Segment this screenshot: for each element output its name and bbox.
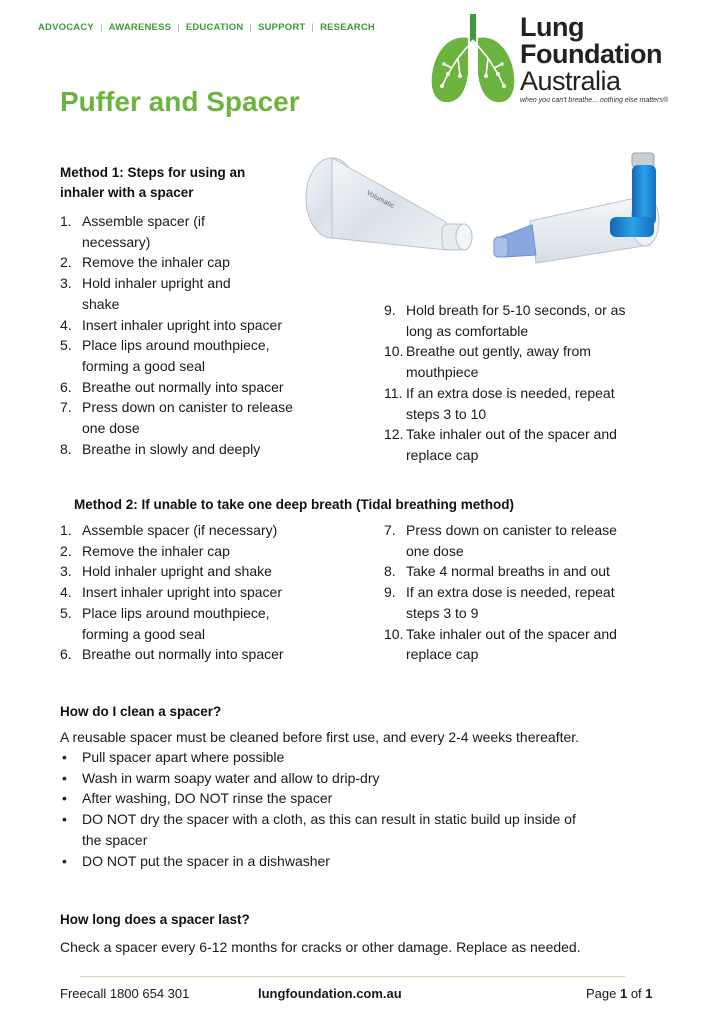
step-item <box>384 520 674 561</box>
step-text: Press down on canister to release <box>406 522 617 538</box>
step-text: Breathe out normally into spacer <box>82 378 284 395</box>
logo-line-foundation: Foundation <box>520 39 662 69</box>
step-item <box>60 603 350 644</box>
step-text: Take inhaler out of the spacer and <box>406 625 617 642</box>
step-text: one dose <box>406 542 464 559</box>
step-number: 6. <box>60 378 72 395</box>
step-text: mouthpiece <box>406 364 479 381</box>
step-item <box>60 582 350 603</box>
step-item <box>60 541 350 562</box>
step-text: long as comfortable <box>406 322 529 339</box>
step-item <box>60 377 330 398</box>
bullet-item <box>60 768 660 789</box>
page-number: 1 <box>619 986 628 1001</box>
step-text: forming a good seal <box>82 625 205 642</box>
step-item <box>60 520 350 541</box>
step-number: 2. <box>60 254 72 271</box>
step-number: 7. <box>384 522 396 538</box>
step-number: 5. <box>60 337 72 354</box>
step-item <box>384 624 674 665</box>
step-number: 1. <box>60 522 72 538</box>
step-text: one dose <box>82 420 140 437</box>
step-text: Hold inhaler upright and shake <box>82 563 272 580</box>
bullet-text: After washing, DO NOT rinse the spacer <box>82 790 333 807</box>
step-item <box>60 439 330 460</box>
step-number: 3. <box>60 563 72 580</box>
step-number: 10. <box>384 625 404 642</box>
step-text: Hold inhaler upright and <box>82 275 231 292</box>
logo-tagline: when you can't breathe... nothing else matters® <box>520 97 669 104</box>
bullet-text: DO NOT dry the spacer with a cloth, as this can result in static build up inside of <box>82 811 576 828</box>
step-text: Place lips around mouthpiece, <box>82 337 270 354</box>
step-text: Take inhaler out of the spacer and <box>406 426 617 443</box>
step-number: 2. <box>60 542 72 559</box>
step-number: 5. <box>60 604 72 621</box>
step-text: Assemble spacer (if necessary) <box>82 522 278 538</box>
step-text: Place lips around mouthpiece, <box>82 604 270 621</box>
step-number: 10. <box>384 343 404 360</box>
step-text: forming a good seal <box>82 357 205 374</box>
bullet-item <box>60 788 660 809</box>
step-number: 4. <box>60 316 72 333</box>
step-number: 11. <box>384 384 403 401</box>
step-text: Insert inhaler upright into spacer <box>82 584 282 601</box>
step-number: 9. <box>384 584 396 601</box>
bullet-text: the spacer <box>82 831 148 848</box>
nav-separator: | <box>249 22 253 33</box>
last-text: Check a spacer every 6-12 months for cracks or other damage. Replace as needed. <box>60 939 581 955</box>
bullet-icon: • <box>62 811 67 828</box>
page-prefix: Page <box>586 986 620 1001</box>
step-item <box>60 561 350 582</box>
last-heading: How long does a spacer last? <box>60 912 250 927</box>
nav-item-research[interactable]: RESEARCH <box>320 22 375 33</box>
bullet-text: DO NOT put the spacer in a dishwasher <box>82 852 330 869</box>
bullet-icon: • <box>62 852 67 869</box>
svg-text:Volumatic: Volumatic <box>365 189 396 211</box>
clean-bullets <box>60 747 660 871</box>
step-text: Insert inhaler upright into spacer <box>82 316 282 333</box>
step-item <box>384 561 674 582</box>
page-title: Puffer and Spacer <box>60 86 300 117</box>
step-item <box>60 211 330 252</box>
step-text: steps 3 to 10 <box>406 405 487 422</box>
page-of: of <box>627 986 646 1001</box>
step-text: Assemble spacer (if <box>82 213 205 229</box>
bullet-text: Wash in warm soapy water and allow to drip-dry <box>82 769 380 786</box>
step-text: Hold breath for 5-10 seconds, or as <box>406 302 626 318</box>
top-nav <box>38 22 375 33</box>
footer-page-indicator <box>586 986 653 1001</box>
step-text: If an extra dose is needed, repeat <box>406 584 615 601</box>
nav-separator: | <box>311 22 315 33</box>
footer-website-link[interactable]: lungfoundation.com.au <box>258 986 402 1001</box>
lungs-logo-icon <box>428 14 518 106</box>
method2-steps-right <box>384 520 674 665</box>
step-item <box>60 644 350 665</box>
step-text: shake <box>82 295 120 312</box>
step-item <box>384 341 674 382</box>
step-text: replace cap <box>406 646 479 663</box>
step-number: 8. <box>60 440 72 457</box>
step-number: 6. <box>60 646 72 663</box>
step-item <box>60 252 330 273</box>
method2-heading: Method 2: If unable to take one deep breath (Tidal breathing method) <box>74 497 515 512</box>
logo-wordmark[interactable] <box>520 14 668 104</box>
step-number: 3. <box>60 275 72 292</box>
logo-line-lung: Lung <box>520 12 584 42</box>
step-text: If an extra dose is needed, repeat <box>406 384 615 401</box>
footer-freecall: Freecall 1800 654 301 <box>60 986 190 1001</box>
bullet-item <box>60 809 660 850</box>
step-text: necessary) <box>82 233 151 250</box>
bullet-text: Pull spacer apart where possible <box>82 749 285 765</box>
page-total: 1 <box>645 986 653 1001</box>
step-item <box>384 300 674 341</box>
footer-divider <box>80 976 625 977</box>
step-number: 12. <box>384 426 404 443</box>
step-text: Remove the inhaler cap <box>82 542 230 559</box>
step-number: 9. <box>384 302 396 318</box>
step-text: Breathe in slowly and deeply <box>82 440 261 457</box>
step-item <box>60 273 330 314</box>
step-item <box>384 582 674 623</box>
step-number: 1. <box>60 213 72 229</box>
bullet-item <box>60 747 660 768</box>
method1-heading-line2: inhaler with a spacer <box>60 185 194 200</box>
nav-item-advocacy[interactable]: ADVOCACY <box>38 22 94 33</box>
step-number: 8. <box>384 563 396 580</box>
step-item <box>60 315 330 336</box>
nav-item-support[interactable]: SUPPORT <box>258 22 306 33</box>
method1-heading <box>60 163 245 203</box>
logo-line-australia: Australia <box>520 66 621 96</box>
step-item <box>384 383 674 424</box>
step-number: 7. <box>60 399 72 416</box>
bullet-icon: • <box>62 769 67 786</box>
bullet-icon: • <box>62 749 67 765</box>
bullet-item <box>60 851 660 872</box>
nav-separator: | <box>177 22 180 33</box>
step-text: Take 4 normal breaths in and out <box>406 563 610 580</box>
step-text: Breathe out gently, away from <box>406 343 591 360</box>
clean-heading: How do I clean a spacer? <box>60 704 222 719</box>
nav-item-awareness[interactable]: AWARENESS <box>108 22 172 33</box>
method1-steps-left <box>60 211 330 459</box>
inhaler-spacer-image <box>490 145 680 275</box>
nav-item-education[interactable]: EDUCATION <box>185 22 244 33</box>
step-text: replace cap <box>406 446 479 463</box>
nav-separator: | <box>99 22 103 33</box>
bullet-icon: • <box>62 790 67 807</box>
step-text: Remove the inhaler cap <box>82 254 230 271</box>
step-number: 4. <box>60 584 72 601</box>
step-item <box>60 397 330 438</box>
method2-steps-left <box>60 520 350 665</box>
step-item <box>384 424 674 465</box>
step-item <box>60 335 330 376</box>
step-text: steps 3 to 9 <box>406 604 479 621</box>
step-text: Press down on canister to release <box>82 399 293 416</box>
method1-heading-line1: Method 1: Steps for using an <box>60 165 246 180</box>
clean-intro: A reusable spacer must be cleaned before first use, and every 2-4 weeks thereafter. <box>60 729 580 745</box>
step-text: Breathe out normally into spacer <box>82 646 284 663</box>
method1-steps-right <box>384 300 674 466</box>
